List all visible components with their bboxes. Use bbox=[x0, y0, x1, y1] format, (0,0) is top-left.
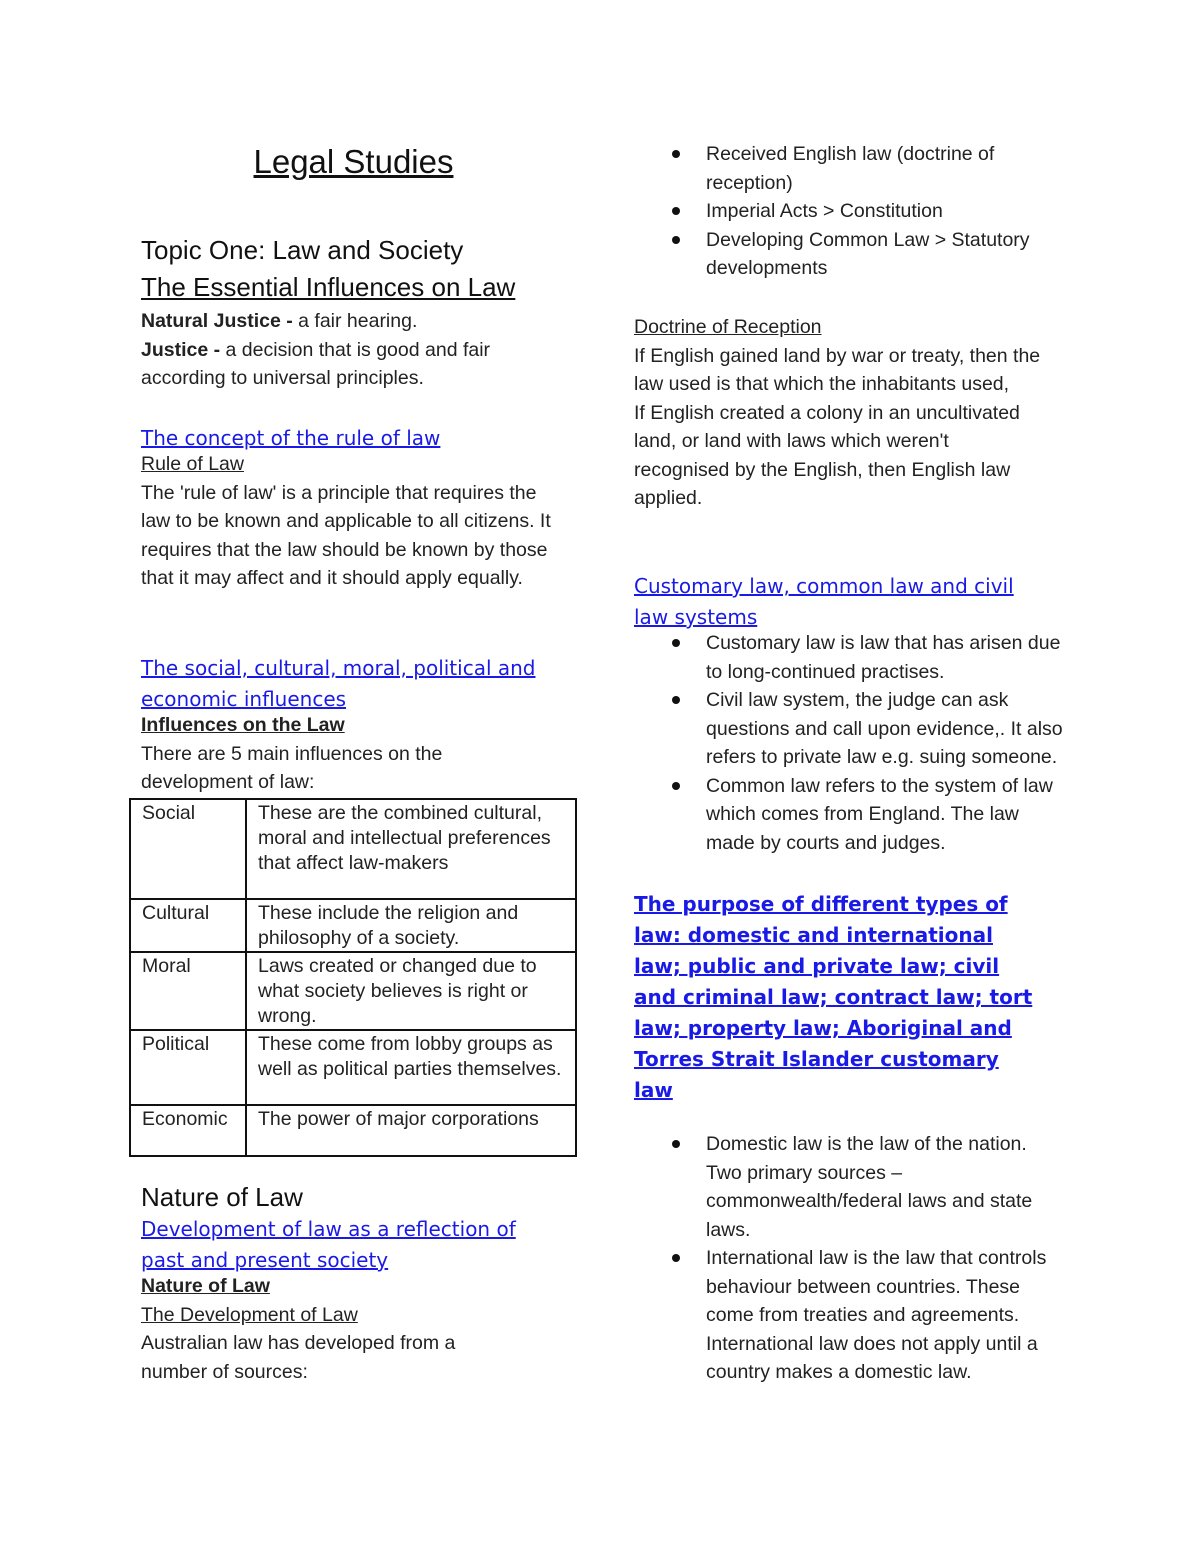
purpose-link[interactable]: The purpose of different types of law: domestic and international law; public and private law; civil and criminal law; contract law; tort law; property law; Aboriginal and Torres Strait Islander customary law bbox=[634, 892, 1033, 1102]
systems-list bbox=[634, 629, 1064, 857]
list-item bbox=[634, 197, 1064, 226]
influence-desc: These include the religion and philosophy of a society. bbox=[246, 899, 576, 952]
natural-justice-def: a fair hearing. bbox=[292, 310, 418, 332]
list-item bbox=[634, 1244, 1054, 1387]
definitions bbox=[141, 307, 561, 393]
influence-name: Social bbox=[130, 799, 246, 899]
development-subheading: The Development of Law bbox=[141, 1303, 358, 1326]
list-item-text: Domestic law is the law of the nation. Two primary sources – commonwealth/federal laws and state laws. bbox=[706, 1133, 1033, 1241]
rule-of-law-link[interactable]: The concept of the rule of law bbox=[141, 426, 441, 450]
development-link[interactable]: Development of law as a reflection of past and present society bbox=[141, 1217, 516, 1272]
list-item-text: Civil law system, the judge can ask questions and call upon evidence,. It also refers to private law e.g. suing someone. bbox=[706, 689, 1063, 768]
influences-text: There are 5 main influences on the development of law: bbox=[141, 742, 443, 793]
essential-influences-heading: The Essential Influences on Law bbox=[141, 272, 516, 302]
list-item bbox=[634, 772, 1064, 858]
list-item-text: International law is the law that controls behaviour between countries. These come from treaties and agreements. International law does not apply until a country makes a domestic law. bbox=[706, 1247, 1047, 1383]
justice-def: a decision that is good and fair according to universal principles. bbox=[141, 338, 491, 389]
page-title: Legal Studies bbox=[253, 143, 454, 180]
influence-desc: The power of major corporations bbox=[246, 1105, 576, 1156]
nature-section bbox=[141, 1214, 561, 1386]
table-row bbox=[130, 1030, 576, 1105]
bullet-icon bbox=[672, 782, 680, 790]
influence-name: Cultural bbox=[130, 899, 246, 952]
table-row bbox=[130, 1105, 576, 1156]
bullet-icon bbox=[672, 1254, 680, 1262]
reception-heading: Doctrine of Reception bbox=[634, 316, 822, 338]
list-item-text: Customary law is law that has arisen due to long-continued practises. bbox=[706, 632, 1061, 683]
nature-subheading: Nature of Law bbox=[141, 1275, 270, 1297]
purpose-list bbox=[634, 1130, 1054, 1387]
list-item-text: Received English law (doctrine of reception) bbox=[706, 143, 995, 194]
influences-section bbox=[141, 653, 571, 797]
list-item-text: Developing Common Law > Statutory developments bbox=[706, 228, 1030, 279]
bullet-icon bbox=[672, 639, 680, 647]
topic-heading: Topic One: Law and Society bbox=[141, 235, 464, 265]
bullet-icon bbox=[672, 150, 680, 158]
list-item-text: Imperial Acts > Constitution bbox=[706, 200, 943, 222]
influence-name: Moral bbox=[130, 952, 246, 1030]
table-row bbox=[130, 952, 576, 1030]
bullet-icon bbox=[672, 236, 680, 244]
natural-justice-term: Natural Justice - bbox=[141, 310, 293, 332]
list-item bbox=[634, 226, 1064, 283]
list-item bbox=[634, 1130, 1054, 1244]
justice-term: Justice - bbox=[141, 338, 221, 361]
influence-name: Economic bbox=[130, 1105, 246, 1156]
influence-desc: These come from lobby groups as well as political parties themselves. bbox=[246, 1030, 576, 1105]
reception-section bbox=[634, 313, 1054, 513]
list-item-text: Common law refers to the system of law which comes from England. The law made by courts and judges. bbox=[706, 774, 1053, 854]
justice-definition bbox=[141, 336, 561, 393]
rule-of-law-subheading: Rule of Law bbox=[141, 453, 244, 475]
natural-justice-definition bbox=[141, 307, 561, 336]
systems-section bbox=[634, 571, 1064, 857]
rule-of-law-text: The 'rule of law' is a principle that requires the law to be known and applicable to all citizens. It requires that the law should be known by those that it may affect and it should apply equally. bbox=[141, 481, 551, 589]
influences-table bbox=[129, 798, 577, 1157]
list-item bbox=[634, 686, 1064, 772]
purpose-section bbox=[634, 889, 1054, 1387]
table-row bbox=[130, 799, 576, 899]
influence-desc: These are the combined cultural, moral and intellectual preferences that affect law-makers bbox=[246, 799, 576, 899]
reception-p2: If English created a colony in an uncultivated land, or land with laws which weren't recognised by the English, then English law applied. bbox=[634, 401, 1020, 509]
systems-link[interactable]: Customary law, common law and civil law systems bbox=[634, 574, 1014, 629]
list-item bbox=[634, 140, 1064, 197]
influences-subheading: Influences on the Law bbox=[141, 714, 345, 736]
development-text: Australian law has developed from a number of sources: bbox=[141, 1332, 456, 1383]
influences-link[interactable]: The social, cultural, moral, political and economic influences bbox=[141, 656, 536, 711]
nature-of-law-heading: Nature of Law bbox=[141, 1182, 303, 1212]
bullet-icon bbox=[672, 1140, 680, 1148]
influence-desc: Laws created or changed due to what society believes is right or wrong. bbox=[246, 952, 576, 1030]
sources-list bbox=[634, 140, 1064, 283]
reception-p1: If English gained land by war or treaty, then the law used is that which the inhabitants used, bbox=[634, 344, 1041, 395]
bullet-icon bbox=[672, 207, 680, 215]
influence-name: Political bbox=[130, 1030, 246, 1105]
rule-of-law-section bbox=[141, 423, 561, 593]
list-item bbox=[634, 629, 1064, 686]
table-row bbox=[130, 899, 576, 952]
bullet-icon bbox=[672, 696, 680, 704]
